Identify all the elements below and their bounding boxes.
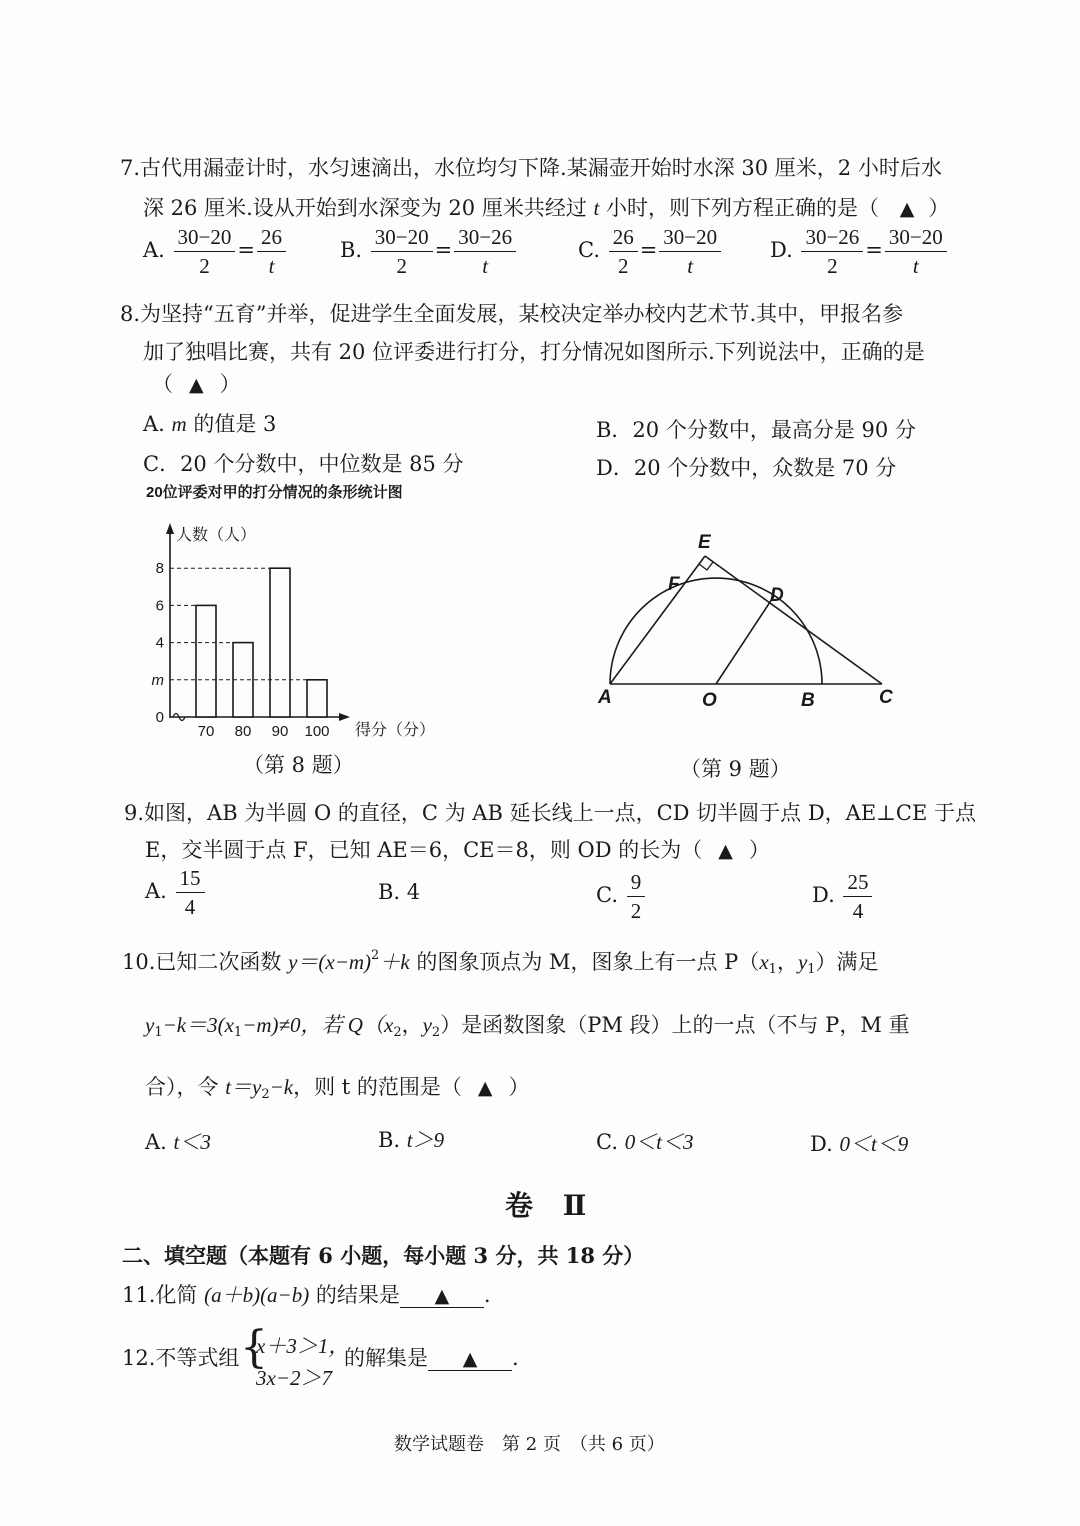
x-tick-label: 100 — [304, 723, 330, 740]
q8-option-c: C．20 个分数中，中位数是 85 分 — [143, 452, 464, 476]
y-axis-label: 人数（人） — [176, 527, 257, 544]
point-a-label: A — [598, 687, 612, 708]
right-angle-mark — [699, 562, 713, 570]
q9-option-b: B. 4 — [378, 880, 421, 904]
q12-inequality-1: x＋3＞1， — [256, 1334, 350, 1358]
q10-option-d: D. 0＜t＜9 — [810, 1132, 909, 1156]
answer-mark: ▲ — [718, 840, 733, 862]
q9-option-d: D. $\frac{25}{4}$ — [812, 870, 874, 923]
line-ec — [705, 556, 882, 684]
point-o-label: O — [702, 690, 717, 711]
bar-90 — [270, 568, 290, 717]
point-d-label: D — [770, 585, 784, 606]
point-c-label: C — [879, 687, 893, 708]
page-footer: 数学试题卷 第 2 页 （共 6 页） — [394, 1434, 665, 1455]
semicircle — [610, 578, 822, 684]
q8-option-d: D．20 个分数中，众数是 70 分 — [596, 456, 897, 480]
chart-title: 20位评委对甲的打分情况的条形统计图 — [146, 484, 403, 501]
q10-option-c: C. 0＜t＜3 — [596, 1130, 694, 1154]
q7-option-c: C. $\frac{26}{2}$ = $\frac{30-20}{t}$ — [578, 225, 723, 278]
q10-option-b: B. t＞9 — [378, 1128, 445, 1152]
q11-line: 11.化简 (a＋b)(a−b) 的结果是 ▲ . — [122, 1283, 491, 1307]
geometry-figure — [592, 528, 912, 718]
q12-suffix: 的解集是 ▲ . — [344, 1346, 519, 1370]
y-tick-label: 0 — [155, 709, 164, 726]
q8-line1: 8.为坚持“五育”并举，促进学生全面发展，某校决定举办校内艺术节.其中，甲报名参 — [120, 302, 904, 326]
q8-option-b: B．20 个分数中，最高分是 90 分 — [596, 418, 916, 442]
line-ae — [610, 556, 705, 684]
line-od — [716, 596, 774, 684]
q7-line2: 深 26 厘米.设从开始到水深变为 20 厘米共经过 t 小时，则下列方程正确的是（ ▲ ） — [143, 196, 950, 220]
x-tick-label: 70 — [197, 723, 215, 740]
y-tick-label: 4 — [155, 634, 164, 652]
x-tick-label: 80 — [234, 723, 252, 740]
section-heading: 二、填空题（本题有 6 小题，每小题 3 分，共 18 分） — [122, 1243, 645, 1268]
point-b-label: B — [801, 690, 815, 711]
q10-line3: 合），令 $t=y_2-k$，则 t 的范围是（ ▲ ） — [145, 1075, 530, 1102]
answer-mark: ▲ — [189, 374, 204, 396]
q10-line2: $y_1-k=3(x_1-m)\ne 0$，若 $Q(x_2$，$y_2$）是函数图象（PM 段）上的一点（不与 P，M 重 — [145, 1013, 910, 1040]
brace-icon: { — [240, 1322, 268, 1373]
point-f-label: F — [668, 574, 680, 595]
q8-line3: （ ▲ ） — [152, 372, 241, 396]
y-tick-label: m — [151, 671, 164, 689]
q9-line1: 9.如图，AB 为半圆 O 的直径，C 为 AB 延长线上一点，CD 切半圆于点 D，AE⊥CE 于点 — [124, 801, 976, 825]
bar-70 — [196, 605, 216, 717]
x-tick-label: 90 — [271, 723, 289, 740]
q8-line2: 加了独唱比赛，共有 20 位评委进行打分，打分情况如图所示.下列说法中，正确的是 — [143, 340, 925, 364]
q9-figure-caption: （第 9 题） — [680, 757, 791, 781]
q9-line2: E，交半圆于点 F，已知 AE＝6，CE＝8，则 OD 的长为（ ▲ ） — [145, 838, 770, 862]
q7-option-a: A. $\frac{30-20}{2}$ = $\frac{26}{t}$ — [143, 225, 288, 278]
x-axis-label: 得分（分） — [355, 722, 436, 739]
bar-100 — [307, 680, 327, 717]
q8-option-a: A. m 的值是 3 — [143, 412, 277, 436]
answer-mark: ▲ — [899, 198, 915, 220]
q9-option-c: C. $\frac{9}{2}$ — [596, 870, 647, 923]
section-title: 卷 Ⅱ — [505, 1189, 597, 1222]
x-axis-arrow-icon — [339, 713, 350, 721]
answer-mark: ▲ — [477, 1077, 493, 1099]
y-tick-label: 8 — [155, 560, 164, 578]
answer-blank: ▲ — [400, 1285, 484, 1308]
q10-option-a: A. t＜3 — [145, 1130, 211, 1154]
y-axis-arrow-icon — [166, 523, 174, 534]
q12-inequality-2: 3x−2＞7 — [256, 1366, 332, 1390]
q7-option-d: D. $\frac{30-26}{2}$ = $\frac{30-20}{t}$ — [770, 225, 949, 278]
q10-line1: 10.已知二次函数 $y=(x-m)^2+k$ 的图象顶点为 M，图象上有一点 $P(x_1$，$y_1$）满足 — [122, 948, 879, 977]
q8-figure-caption: （第 8 题） — [243, 753, 354, 777]
q9-option-a: A. $\frac{15}{4}$ — [145, 866, 207, 919]
bar-chart — [140, 478, 470, 753]
q7-option-b: B. $\frac{30-20}{2}$ = $\frac{30-26}{t}$ — [340, 225, 518, 278]
q7-line1: 7.古代用漏壶计时，水匀速滴出，水位均匀下降.某漏壶开始时水深 30 厘米，2 小时后水 — [120, 156, 942, 180]
point-e-label: E — [698, 532, 711, 553]
q12-label: 12.不等式组 — [122, 1346, 240, 1370]
answer-blank: ▲ — [428, 1348, 512, 1371]
y-tick-label: 6 — [155, 597, 164, 615]
